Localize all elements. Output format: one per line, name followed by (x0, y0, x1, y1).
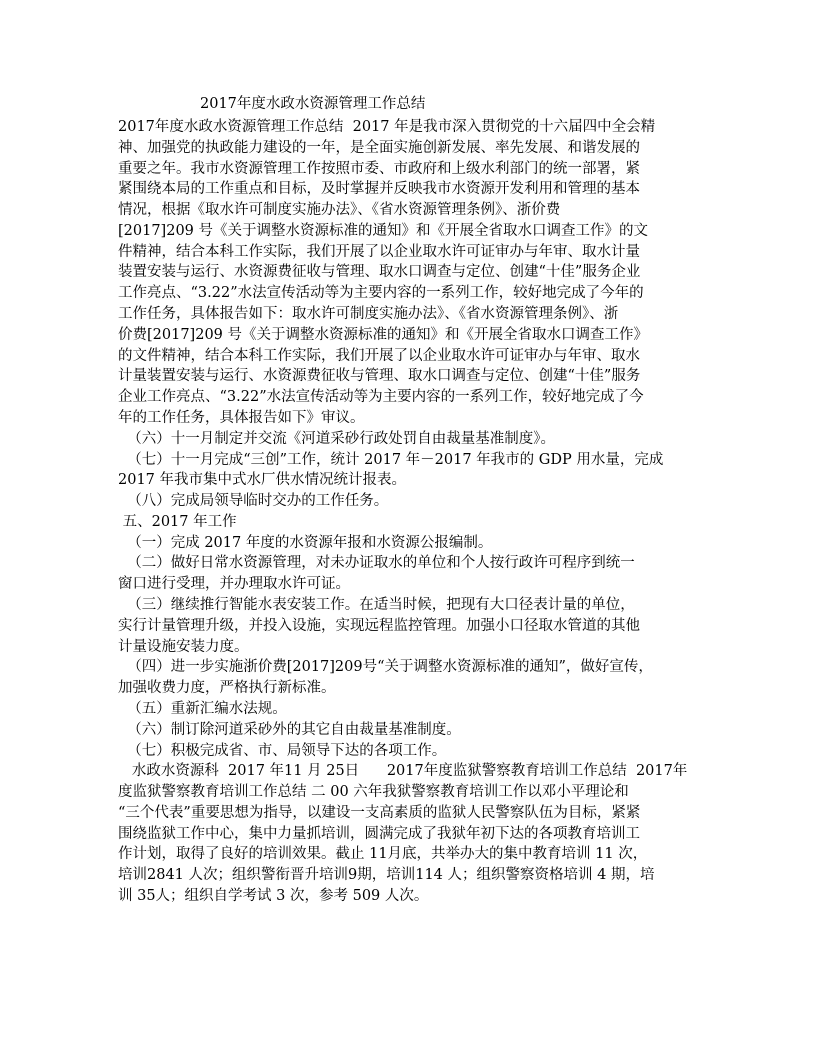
document-line: 年的工作任务，具体报告如下》审议。 (118, 410, 365, 426)
document-line: 企业工作亮点、“3.22”水法宣传活动等为主要内容的一系列工作，较好地完成了今 (118, 389, 644, 405)
document-line: 价费[2017]209 号《关于调整水资源标准的通知》和《开展全省取水口调查工作》 (118, 327, 648, 343)
document-line: [2017]209 号《关于调整水资源标准的通知》和《开展全省取水口调查工作》的文 (118, 223, 648, 239)
document-line: 计量设施安装力度。 (118, 639, 249, 655)
document-line: 情况，根据《取水许可制度实施办法》、《省水资源管理条例》、浙价费 (118, 202, 561, 218)
document-line: （一）完成 2017 年度的水资源年报和水资源公报编制。 (118, 535, 493, 551)
document-line: 加强收费力度，严格执行新标准。 (118, 680, 336, 696)
document-line: （五）重新汇编水法规。 (118, 701, 287, 717)
document-line: 神、加强党的执政能力建设的一年，是全面实施创新发展、率先发展、和谐发展的 (118, 140, 640, 156)
document-line: （三）继续推行智能水表安装工作。在适当时候，把现有大口径表计量的单位， (118, 597, 635, 613)
document-line: 水政水资源科 2017 年11 月 25日 2017年度监狱警察教育培训工作总结 2017年 (118, 763, 688, 779)
document-line: 工作亮点、“3.22”水法宣传活动等为主要内容的一系列工作，较好地完成了今年的 (118, 285, 644, 301)
document-line: 实行计量管理升级，并投入设施，实现远程监控管理。加强小口径取水管道的其他 (118, 618, 640, 634)
document-line: 度监狱警察教育培训工作总结 二 00 六年我狱警察教育培训工作以邓小平理论和 (118, 784, 629, 800)
document-line: 紧围绕本局的工作重点和目标，及时掌握并反映我市水资源开发利用和管理的基本 (118, 181, 640, 197)
document-line: 工作任务，具体报告如下：取水许可制度实施办法》、《省水资源管理条例》、浙 (118, 306, 619, 322)
document-line: （六）十一月制定并交流《河道采砂行政处罚自由裁量基准制度》。 (118, 431, 555, 447)
document-line: （七）十一月完成“三创”工作，统计 2017 年－2017 年我市的 GDP 用水量，完成 (118, 452, 664, 468)
document-line: 计量装置安装与运行、水资源费征收与管理、取水口调查与定位、创建“十佳”服务 (118, 368, 641, 384)
document-line: （四）进一步实施浙价费[2017]209号“关于调整水资源标准的通知”，做好宣传， (118, 659, 653, 675)
document-line: 作计划，取得了良好的培训效果。截止 11月底，共举办大的集中教育培训 11 次， (118, 846, 648, 862)
document-line: 训 35人；组织自学考试 3 次，参考 509 人次。 (118, 888, 429, 904)
document-line: （七）积极完成省、市、局领导下达的各项工作。 (118, 743, 447, 759)
document-line: 的文件精神，结合本科工作实际，我们开展了以企业取水许可证审办与年审、取水 (118, 348, 640, 364)
document-line: 窗口进行受理，并办理取水许可证。 (118, 576, 350, 592)
document-line: 件精神，结合本科工作实际，我们开展了以企业取水许可证审办与年审、取水计量 (118, 244, 640, 260)
document-title: 2017年度水政水资源管理工作总结 (200, 96, 426, 112)
document-line: （二）做好日常水资源管理，对未办证取水的单位和个人按行政许可程序到统一 (118, 555, 635, 571)
document-line: 培训2841 人次；组织警衔晋升培训9期，培训114 人；组织警察资格培训 4 期，培 (118, 867, 655, 883)
document-line: （八）完成局领导临时交办的工作任务。 (118, 493, 389, 509)
document-line: 2017年度水政水资源管理工作总结 2017 年是我市深入贯彻党的十六届四中全会精 (118, 119, 656, 135)
document-line: 五、2017 年工作 (118, 514, 237, 530)
document-line: 重要之年。我市水资源管理工作按照市委、市政府和上级水利部门的统一部署，紧 (118, 161, 640, 177)
document-line: “三个代表”重要思想为指导，以建设一支高素质的监狱人民警察队伍为目标，紧紧 (118, 805, 641, 821)
document-line: 2017 年我市集中式水厂供水情况统计报表。 (118, 472, 407, 488)
document-line: 围绕监狱工作中心，集中力量抓培训，圆满完成了我狱年初下达的各项教育培训工 (118, 826, 640, 842)
document-line: （六）制订除河道采砂外的其它自由裁量基准制度。 (118, 722, 461, 738)
document-line: 装置安装与运行、水资源费征收与管理、取水口调查与定位、创建“十佳”服务企业 (118, 264, 641, 280)
